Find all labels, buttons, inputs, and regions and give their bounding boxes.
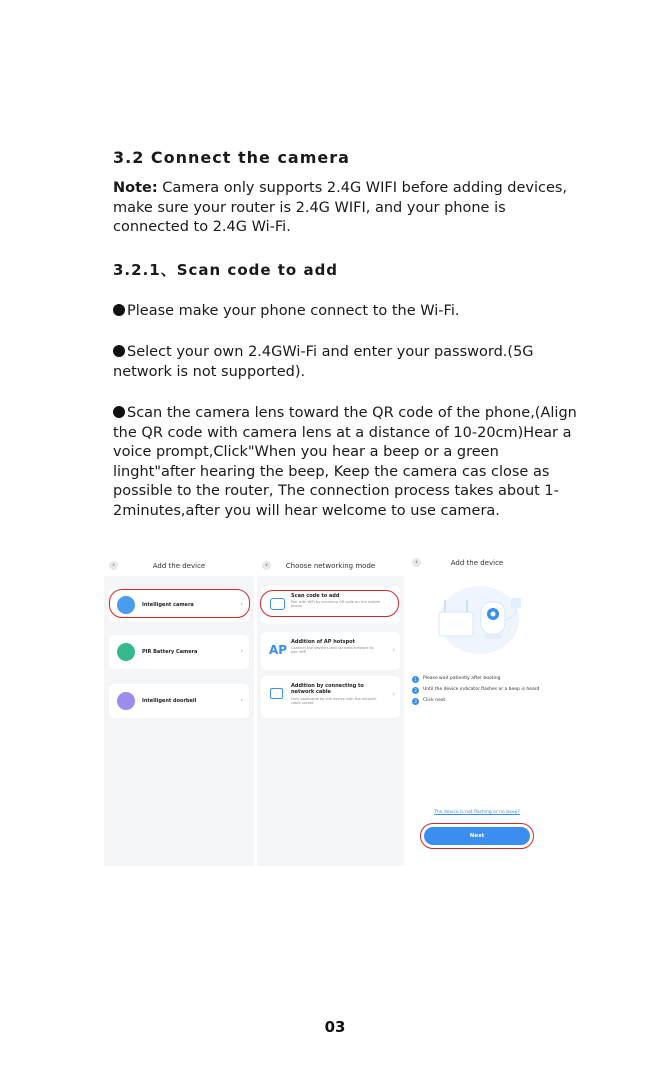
mode-ap-hotspot[interactable]: AP Addition of AP hotspot Connect the device's own wireless network to pair WiFi › bbox=[261, 632, 400, 670]
bullet-item: Scan the camera lens toward the QR code of the phone,(Align the QR code with camera lens at a distance of 10-20cm)Hear a voice prompt,Click"When you hear a beep or a green linght"after hearing the beep, Keep the camera cas close as possible to the router, The connection process takes about 1-2minutes,after you will hear welcome to use camera. bbox=[113, 405, 577, 519]
device-option-intelligent-camera[interactable]: Intelligent camera › bbox=[109, 588, 249, 622]
device-option-pir-battery-camera[interactable]: PIR Battery Camera › bbox=[109, 635, 249, 669]
screen-add-device bbox=[104, 556, 254, 866]
no-beep-help-link[interactable]: The device is not flashing or no beep? bbox=[434, 810, 520, 815]
screen-header bbox=[257, 556, 404, 576]
screen-networking-mode bbox=[257, 556, 404, 866]
app-screenshots bbox=[104, 556, 547, 866]
camera-router-illustration bbox=[427, 576, 531, 656]
highlight-box bbox=[260, 590, 399, 617]
battery-camera-icon bbox=[117, 643, 135, 661]
screen-header bbox=[104, 556, 254, 576]
bullet-item: Please make your phone connect to the Wi-Fi. bbox=[113, 302, 583, 322]
chevron-right-icon: › bbox=[240, 600, 243, 608]
doorbell-icon bbox=[117, 692, 135, 710]
step-item: 2 Until the device indicator flashes or a beep is heard bbox=[412, 687, 544, 693]
note-text: Camera only supports 2.4G WIFI before adding devices, make sure your router is 2.4G WIFI, and your phone is connected to 2.4G Wi-Fi. bbox=[113, 180, 568, 235]
chevron-right-icon: › bbox=[240, 696, 243, 704]
note-paragraph bbox=[113, 179, 583, 238]
section-title: 3.2 Connect the camera bbox=[113, 148, 350, 167]
bullet-dot bbox=[113, 406, 125, 418]
mode-scan-code[interactable]: Scan code to add Pair with WiFi by scanning QR code on the mobile phone bbox=[261, 586, 400, 624]
back-icon[interactable]: ‹ bbox=[262, 561, 271, 570]
chevron-right-icon: › bbox=[392, 690, 395, 698]
ap-icon: AP bbox=[269, 643, 288, 657]
note-label: Note: bbox=[113, 180, 158, 196]
chevron-right-icon: › bbox=[392, 646, 395, 654]
screen-add-device-steps bbox=[407, 556, 547, 866]
chevron-right-icon: › bbox=[240, 647, 243, 655]
bullet-dot bbox=[113, 304, 125, 316]
back-icon[interactable]: ‹ bbox=[412, 558, 421, 567]
screen-title: Add the device bbox=[152, 562, 206, 570]
ethernet-icon bbox=[270, 688, 283, 699]
instruction-steps bbox=[412, 676, 544, 709]
screen-header bbox=[407, 556, 547, 576]
manual-text bbox=[113, 148, 583, 521]
step-item: 3 Click next bbox=[412, 698, 544, 704]
screen-title: Add the device bbox=[450, 559, 504, 567]
mode-network-cable[interactable]: Addition by connecting to network cable Only applicable for the device with the network cable socket › bbox=[261, 676, 400, 718]
bullet-dot bbox=[113, 345, 125, 357]
bullet-item: Select your own 2.4GWi-Fi and enter your password.(5G network is not supported). bbox=[113, 344, 534, 380]
page-number: 03 bbox=[324, 1018, 346, 1036]
highlight-box bbox=[420, 823, 534, 849]
highlight-box bbox=[109, 589, 250, 618]
step-item: 1 Please wait patiently after booting bbox=[412, 676, 544, 682]
back-icon[interactable]: ‹ bbox=[109, 561, 118, 570]
subsection-title: 3.2.1、Scan code to add bbox=[113, 260, 339, 279]
next-button[interactable]: Next bbox=[424, 827, 530, 845]
screen-title: Choose networking mode bbox=[285, 562, 376, 570]
device-option-intelligent-doorbell[interactable]: Intelligent doorbell › bbox=[109, 684, 249, 718]
